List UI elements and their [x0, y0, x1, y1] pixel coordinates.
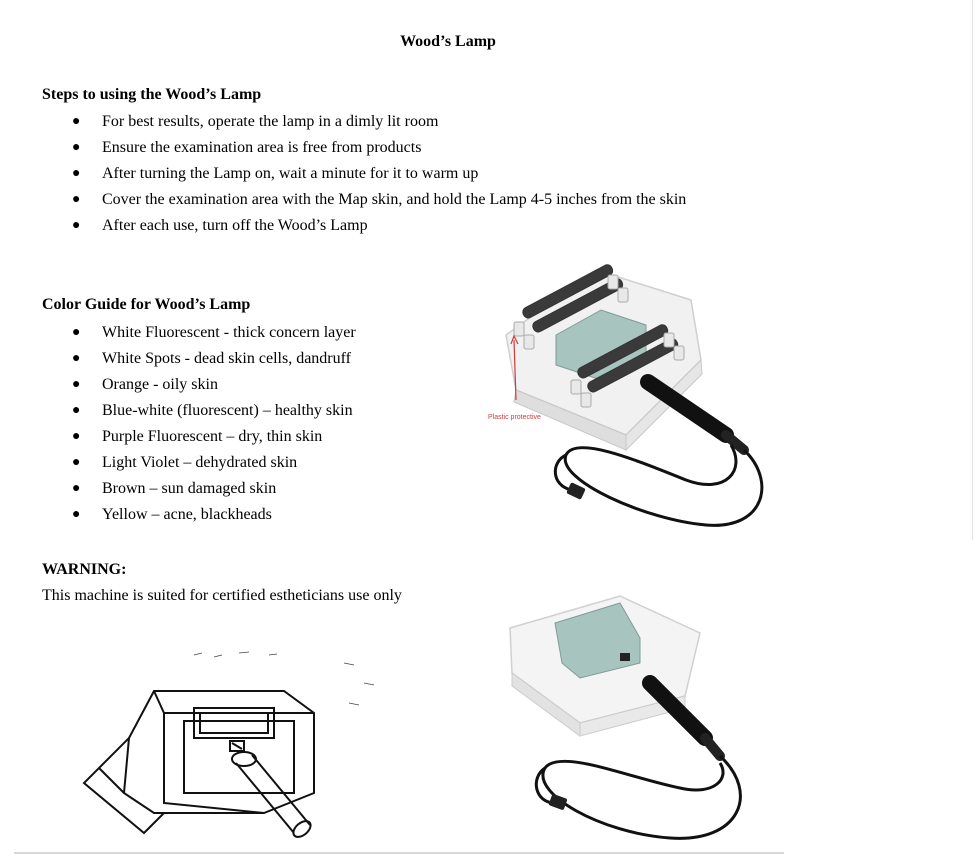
bottom-divider [14, 852, 784, 854]
list-item: ● Brown – sun damaged skin [72, 476, 356, 502]
lamp-closed-photo [500, 578, 770, 850]
side-divider [972, 0, 973, 540]
lamp-caption: Plastic protective [488, 414, 541, 421]
list-item: ● Orange - oily skin [72, 372, 356, 398]
list-item: ● After turning the Lamp on, wait a minute for it to warm up [72, 161, 686, 187]
lamp-open-illustration [476, 240, 780, 540]
list-item: ● Purple Fluorescent – dry, thin skin [72, 424, 356, 450]
color-guide-heading: Color Guide for Wood’s Lamp [42, 296, 251, 313]
lamp-line-drawing [44, 643, 412, 849]
bullet-icon: ● [72, 507, 81, 522]
lamp-open-photo [476, 240, 780, 540]
list-item: ● White Fluorescent - thick concern layer [72, 320, 356, 346]
list-item: ● For best results, operate the lamp in a dimly lit room [72, 109, 686, 135]
bullet-icon: ● [72, 166, 81, 181]
steps-heading: Steps to using the Wood’s Lamp [42, 86, 262, 103]
list-item: ● Ensure the examination area is free from products [72, 135, 686, 161]
lamp-closed-illustration [500, 578, 770, 850]
bullet-icon: ● [72, 192, 81, 207]
lamp-sketch-illustration [44, 643, 412, 849]
bullet-icon: ● [72, 218, 81, 233]
bullet-icon: ● [72, 481, 81, 496]
color-guide-list [72, 320, 356, 528]
list-item: ● After each use, turn off the Wood’s Lamp [72, 213, 686, 239]
bullet-icon: ● [72, 351, 81, 366]
list-item: ● Blue-white (fluorescent) – healthy skin [72, 398, 356, 424]
bullet-icon: ● [72, 140, 81, 155]
bullet-icon: ● [72, 325, 81, 340]
warning-text: This machine is suited for certified estheticians use only [42, 587, 402, 604]
list-item: ● Yellow – acne, blackheads [72, 502, 356, 528]
bullet-icon: ● [72, 429, 81, 444]
list-item: ● White Spots - dead skin cells, dandruff [72, 346, 356, 372]
warning-heading: WARNING: [42, 561, 127, 578]
bullet-icon: ● [72, 377, 81, 392]
bullet-icon: ● [72, 403, 81, 418]
list-item: ● Cover the examination area with the Map skin, and hold the Lamp 4-5 inches from the skin [72, 187, 686, 213]
steps-list [72, 109, 686, 239]
document-title: Wood’s Lamp [400, 33, 496, 50]
bullet-icon: ● [72, 114, 81, 129]
bullet-icon: ● [72, 455, 81, 470]
list-item: ● Light Violet – dehydrated skin [72, 450, 356, 476]
